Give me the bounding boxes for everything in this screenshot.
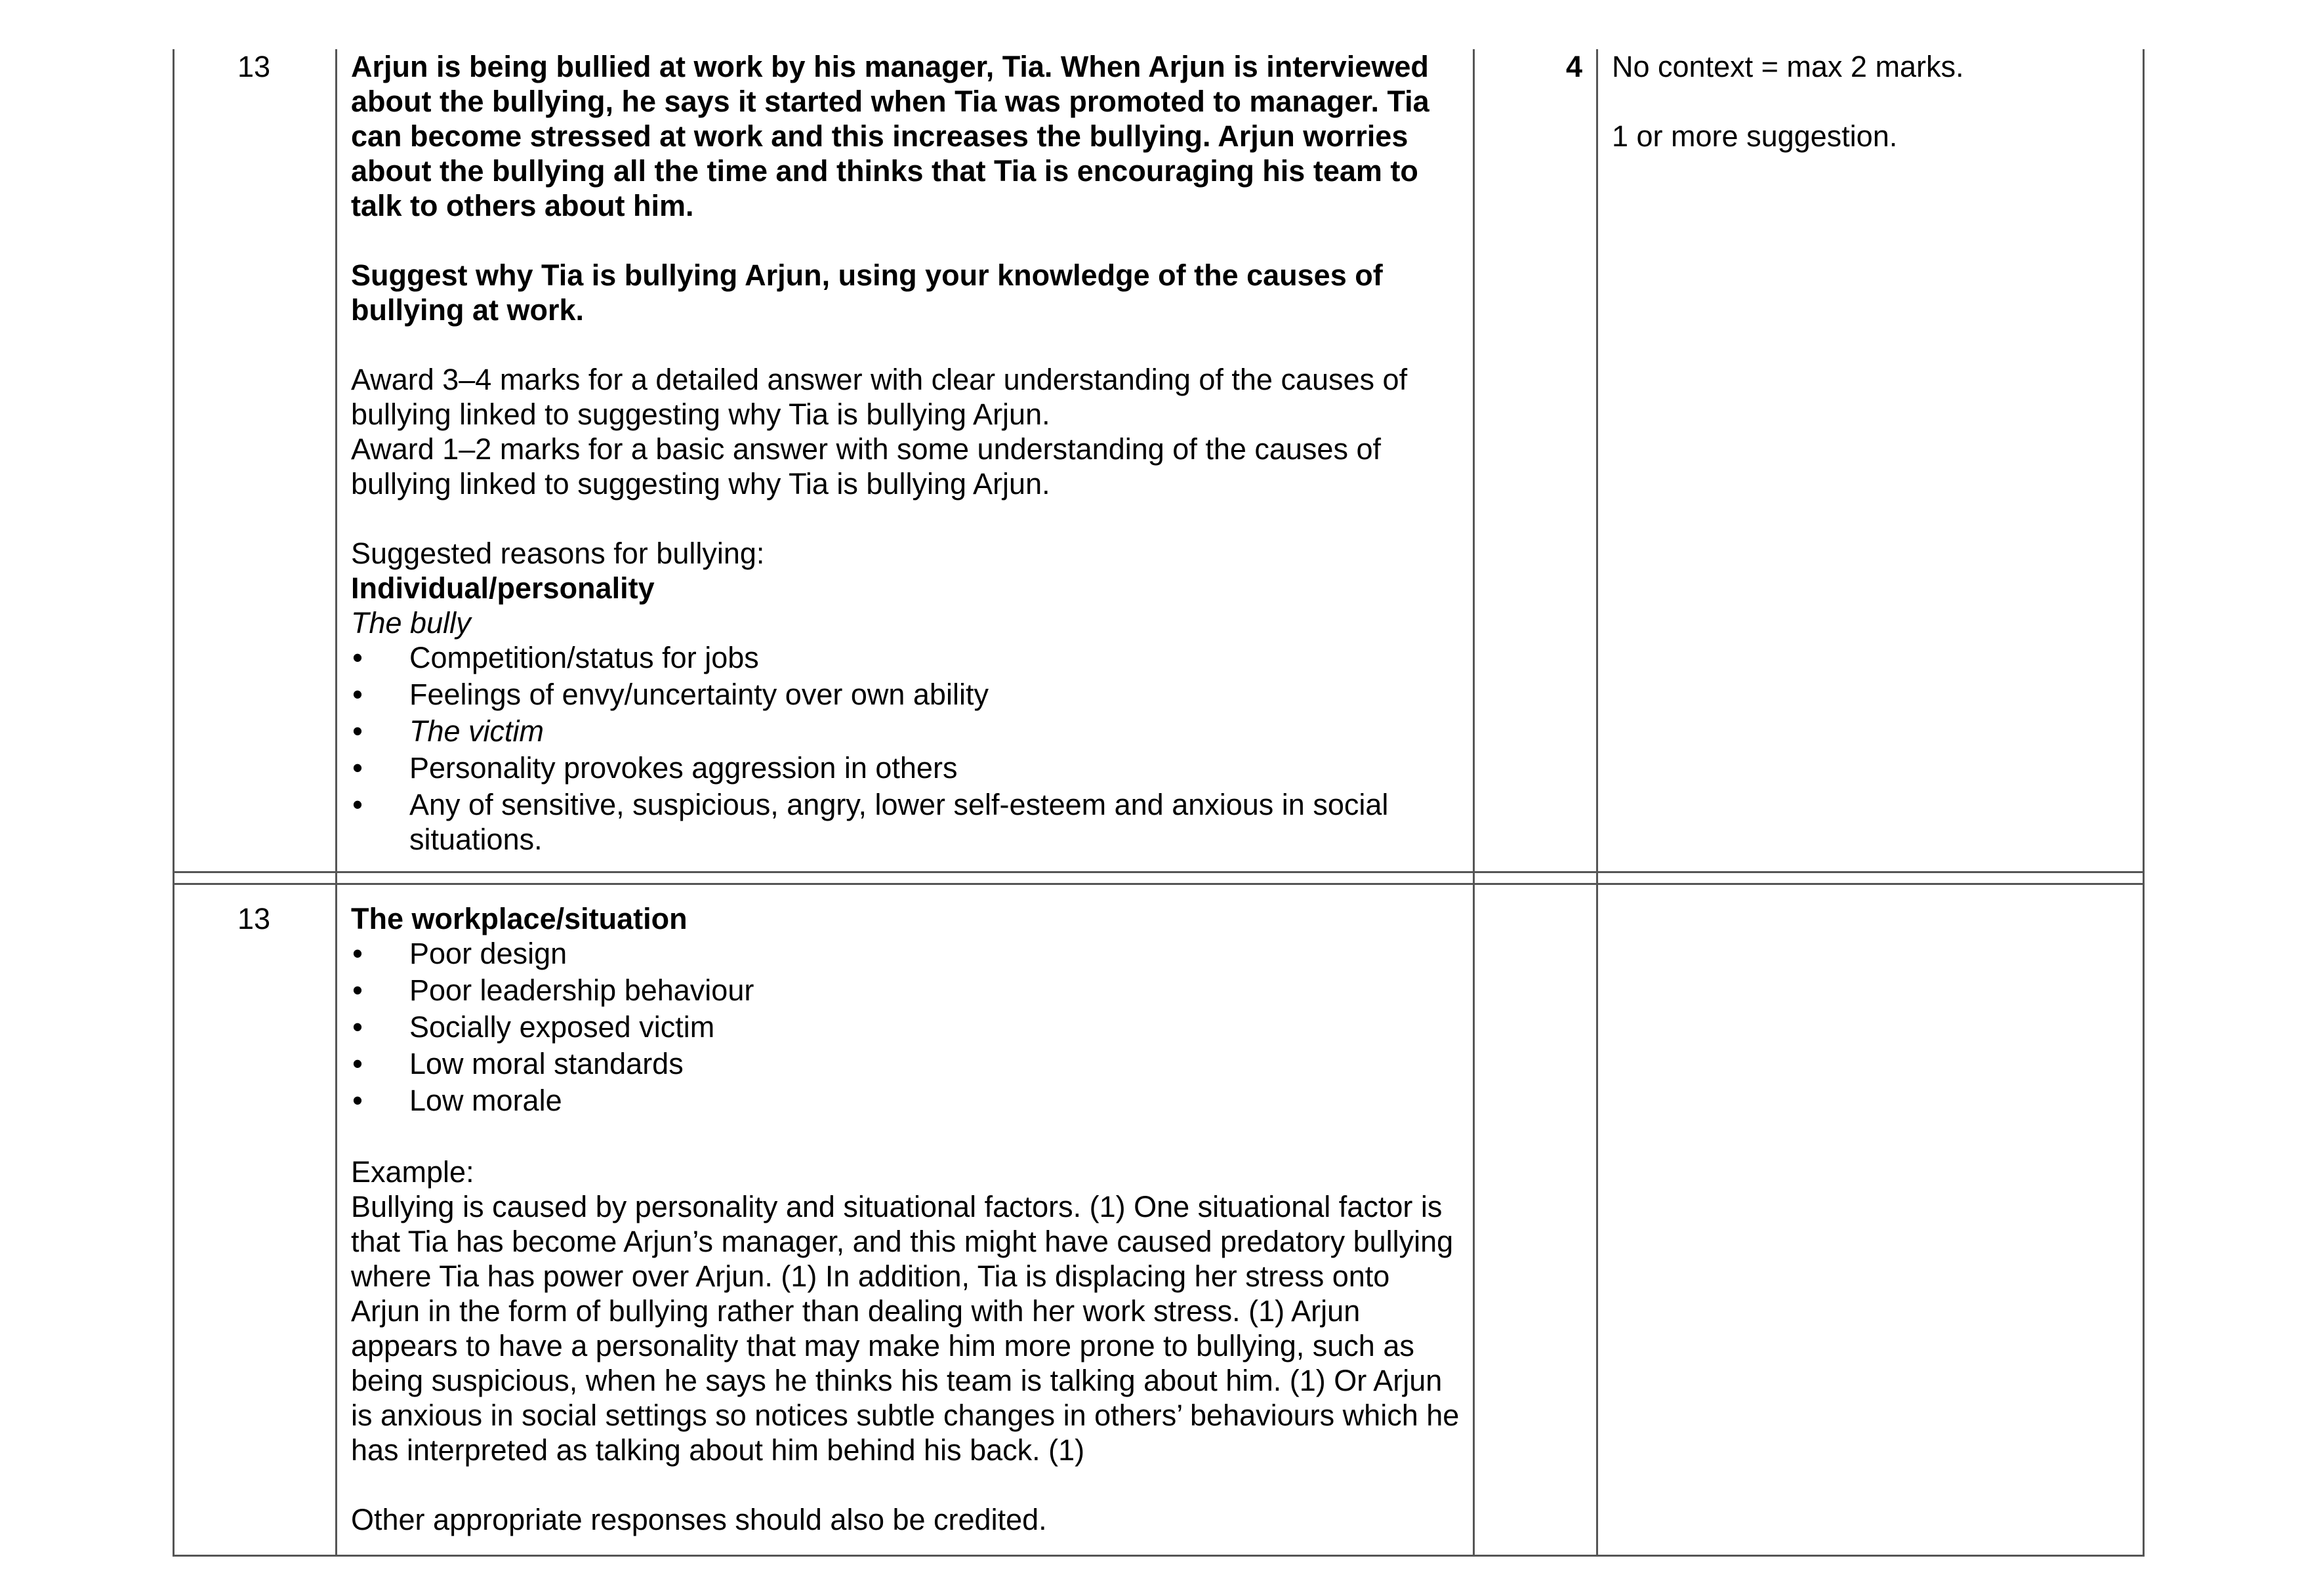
award-high-criteria: Award 3–4 marks for a detailed answer with clear understanding of the causes of bullying linked to suggesting why Tia is bullying Arjun. [351, 363, 1408, 431]
question-cell [351, 49, 1460, 859]
question-prompt: Suggest why Tia is bullying Arjun, using your knowledge of the causes of bullying at work. [351, 258, 1383, 327]
guidance-note-1: No context = max 2 marks. [1612, 50, 1964, 83]
table-border-left [173, 49, 175, 1557]
heading-individual: Individual/personality [351, 571, 655, 605]
bullet-icon: • [352, 751, 363, 785]
question-number: 13 [237, 50, 271, 83]
subheading-bully: The bully [351, 606, 471, 640]
question-text: Arjun is being bullied at work by his manager, Tia. When Arjun is interviewed about the bullying, he says it started when Tia was promoted to manager. Tia can become stressed at work and this increases the bullying. Arjun worries about the bullying all the time and thinks that Tia is encouraging his team to talk to others about him. [351, 50, 1429, 222]
list-item: • Low morale [351, 1083, 1460, 1118]
list-item: • Personality provokes aggression in others [351, 750, 1460, 785]
row-separator-top [173, 871, 2145, 873]
guidance-note-2: 1 or more suggestion. [1612, 119, 1898, 153]
row-separator-bottom [173, 883, 2145, 885]
bullet-icon: • [352, 973, 363, 1007]
heading-workplace: The workplace/situation [351, 902, 688, 935]
bullet-icon: • [352, 714, 363, 748]
bullet-icon: • [352, 1047, 363, 1080]
list-item: • Low moral standards [351, 1046, 1460, 1081]
list-item: • The victim [351, 714, 1460, 748]
list-item: • Poor leadership behaviour [351, 973, 1460, 1008]
table-col-divider-3 [1596, 49, 1598, 1557]
closing-note: Other appropriate responses should also be credited. [351, 1503, 1047, 1536]
list-item: • Poor design [351, 936, 1460, 971]
reasons-list [351, 640, 1460, 857]
award-low-criteria: Award 1–2 marks for a basic answer with some understanding of the causes of bullying linked to suggesting why Tia is bullying Arjun. [351, 432, 1381, 501]
bullet-icon: • [352, 1010, 363, 1044]
workplace-list [351, 936, 1460, 1118]
table-border-bottom [173, 1555, 2145, 1557]
question-number: 13 [237, 902, 271, 935]
list-item: • Socially exposed victim [351, 1010, 1460, 1044]
marks-value: 4 [1565, 50, 1582, 83]
bullet-icon: • [352, 678, 363, 711]
example-label: Example: [351, 1155, 474, 1189]
list-item: • Any of sensitive, suspicious, angry, lower self-esteem and anxious in social situations. [351, 787, 1460, 857]
example-text: Bullying is caused by personality and situational factors. (1) One situational factor is that Tia has become Arjun’s manager, and this might have caused predatory bullying where Tia has power over Arjun. (1) In addition, Tia is displacing her stress onto Arjun in the form of bullying rather than dealing with her work stress. (1) Arjun appears to have a personality that may make him more prone to bullying, such as being suspicious, when he says he thinks his team is talking about him. (1) Or Arjun is anxious in social settings so notices subtle changes in others’ behaviours which he has interpreted as talking about him behind his back. (1) [351, 1190, 1460, 1467]
bullet-icon: • [352, 788, 363, 821]
list-item: • Feelings of envy/uncertainty over own ability [351, 677, 1460, 712]
answer-cell [351, 901, 1460, 1537]
table-border-right [2143, 49, 2145, 1557]
list-item: • Competition/status for jobs [351, 640, 1460, 675]
bullet-icon: • [352, 937, 363, 970]
bullet-icon: • [352, 1084, 363, 1117]
bullet-icon: • [352, 641, 363, 674]
guidance-cell [1612, 49, 2130, 153]
table-col-divider-2 [1473, 49, 1475, 1557]
reasons-intro: Suggested reasons for bullying: [351, 537, 765, 570]
table-col-divider-1 [335, 49, 337, 1557]
